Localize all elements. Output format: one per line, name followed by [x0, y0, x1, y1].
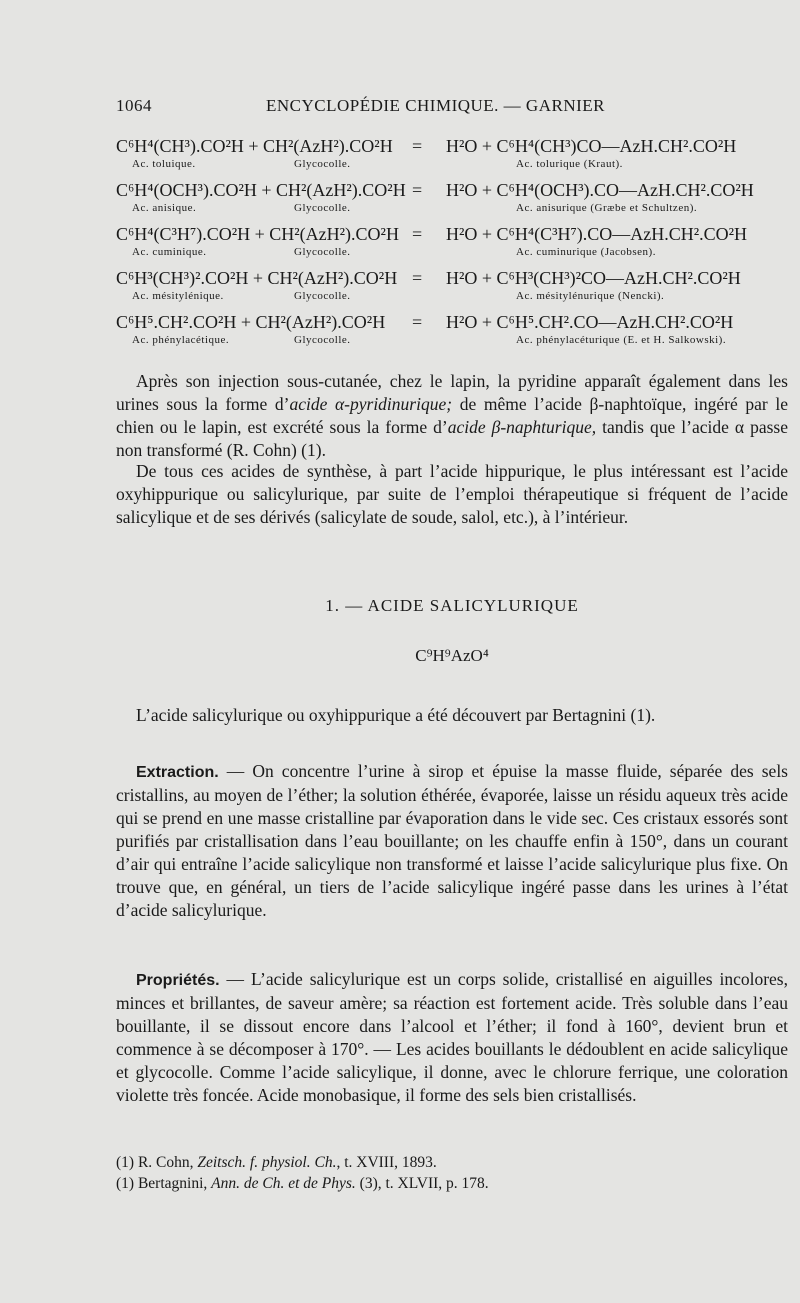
italic-term: acide α-pyridinurique;	[289, 394, 453, 414]
text-run: de même l’acide β-naphtoïque, ingéré par le chien ou le lapin, est excrété sous la forme d’	[116, 394, 788, 437]
equation-lhs: C⁶H⁴(OCH³).CO²H + CH²(AzH²).CO²H	[116, 180, 406, 200]
text-run: tandis que l’acide α passe non transformé (R. Cohn) (1).	[116, 417, 788, 460]
chemical-formula: C⁹H⁹AzO⁴	[415, 646, 489, 665]
equation-rhs: H²O + C⁶H³(CH³)²CO—AzH.CH².CO²H	[446, 268, 741, 288]
equation-label: Ac. cuminique.	[132, 246, 207, 258]
equation-lhs: C⁶H⁴(CH³).CO²H + CH²(AzH²).CO²H	[116, 136, 393, 156]
equation-lhs: C⁶H³(CH³)².CO²H + CH²(AzH²).CO²H	[116, 268, 398, 288]
text-run: Après son injection sous-cutanée, chez le lapin, la pyridine apparaît également dans les urines sous la forme d’	[116, 371, 788, 414]
paragraph	[116, 370, 788, 462]
equals-sign: =	[412, 180, 423, 200]
equation-label: Ac. toluique.	[132, 158, 196, 170]
extraction-heading: Extraction.	[136, 764, 219, 781]
equation-label: Glycocolle.	[294, 202, 351, 214]
equals-sign: =	[412, 268, 423, 288]
equation-label: Glycocolle.	[294, 246, 351, 258]
section-title: 1. — ACIDE SALICYLURIQUE	[325, 596, 579, 615]
equation-label: Ac. tolurique (Kraut).	[516, 158, 623, 170]
equation-label: Ac. cuminurique (Jacobsen).	[516, 246, 656, 258]
equation-label: Ac. mésitylénique.	[132, 290, 224, 302]
equation-label: Ac. anisurique (Græbe et Schultzen).	[516, 202, 698, 214]
running-title: ENCYCLOPÉDIE CHIMIQUE. — GARNIER	[266, 96, 605, 115]
equals-sign: =	[412, 312, 423, 332]
equation-rhs: H²O + C⁶H⁵.CH².CO—AzH.CH².CO²H	[446, 312, 734, 332]
equation-label: Glycocolle.	[294, 158, 351, 170]
paragraph	[116, 460, 788, 529]
italic-term: acide β-naphturique,	[447, 417, 597, 437]
proprietes-paragraph	[116, 968, 788, 1107]
text-run: — L’acide salicylurique est un corps solide, cristallisé en aiguilles incolores, minces et brillantes, de saveur amère; sa réaction est fortement acide. Très soluble dans l’eau bouillante, il se dissout encore dans l’alcool et l’éther; il fond à 160°, devient brun et commence à se décomposer à 170°. — Les acides bouillants le dédoublent en acide salicylique et glycocolle. Comme l’acide salicylique, il donne, avec le chlorure ferrique, une coloration violette très foncée. Acide monobasique, il forme des sels bien cristallisés.	[116, 969, 788, 1105]
paragraph	[116, 704, 788, 727]
equation-label: Glycocolle.	[294, 290, 351, 302]
page-number: 1064	[116, 96, 152, 115]
equation-label: Ac. anisique.	[132, 202, 197, 214]
equals-sign: =	[412, 224, 423, 244]
footnote: (1) R. Cohn, Zeitsch. f. physiol. Ch., t. XVIII, 1893.	[116, 1154, 437, 1171]
proprietes-heading: Propriétés.	[136, 972, 220, 989]
equation-label: Ac. phénylacétique.	[132, 334, 230, 346]
equation-label: Glycocolle.	[294, 334, 351, 346]
equation-lhs: C⁶H⁴(C³H⁷).CO²H + CH²(AzH²).CO²H	[116, 224, 399, 244]
equals-sign: =	[412, 136, 423, 156]
equation-rhs: H²O + C⁶H⁴(C³H⁷).CO—AzH.CH².CO²H	[446, 224, 748, 244]
equation-rhs: H²O + C⁶H⁴(CH³)CO—AzH.CH².CO²H	[446, 136, 737, 156]
equation-label: Ac. mésitylénurique (Nencki).	[516, 290, 665, 302]
footnote: (1) Bertagnini, Ann. de Ch. et de Phys. (3), t. XLVII, p. 178.	[116, 1175, 489, 1192]
text-run: L’acide salicylurique ou oxyhippurique a été découvert par Bertagnini (1).	[136, 705, 656, 725]
footnotes	[116, 1152, 788, 1194]
equation-label: Ac. phénylacéturique (E. et H. Salkowski).	[516, 334, 727, 346]
equation-lhs: C⁶H⁵.CH².CO²H + CH²(AzH²).CO²H	[116, 312, 386, 332]
text-run: De tous ces acides de synthèse, à part l’acide hippurique, le plus intéressant est l’acide oxyhippurique ou salicylurique, par suite de l’emploi thérapeutique si fréquent de l’acide salicylique et de ses dérivés (salicylate de soude, salol, etc.), à l’intérieur.	[116, 461, 788, 527]
text-run: — On concentre l’urine à sirop et épuise la masse fluide, séparée des sels cristallins, au moyen de l’éther; la solution éthérée, évaporée, laisse un résidu aqueux très acide qui se prend en une masse cristalline par évaporation dans le vide sec. Ces cristaux essorés sont purifiés par cristallisation dans l’eau bouillante; on les chauffe enfin à 150°, dans un courant d’air qui entraîne l’acide salicylique non transformé et laisse l’acide salicylurique plus fixe. On trouve que, en général, un tiers de l’acide salicylique ingéré passe dans les urines à l’état d’acide salicylurique.	[116, 761, 788, 920]
equation-rhs: H²O + C⁶H⁴(OCH³).CO—AzH.CH².CO²H	[446, 180, 754, 200]
extraction-paragraph	[116, 760, 788, 922]
